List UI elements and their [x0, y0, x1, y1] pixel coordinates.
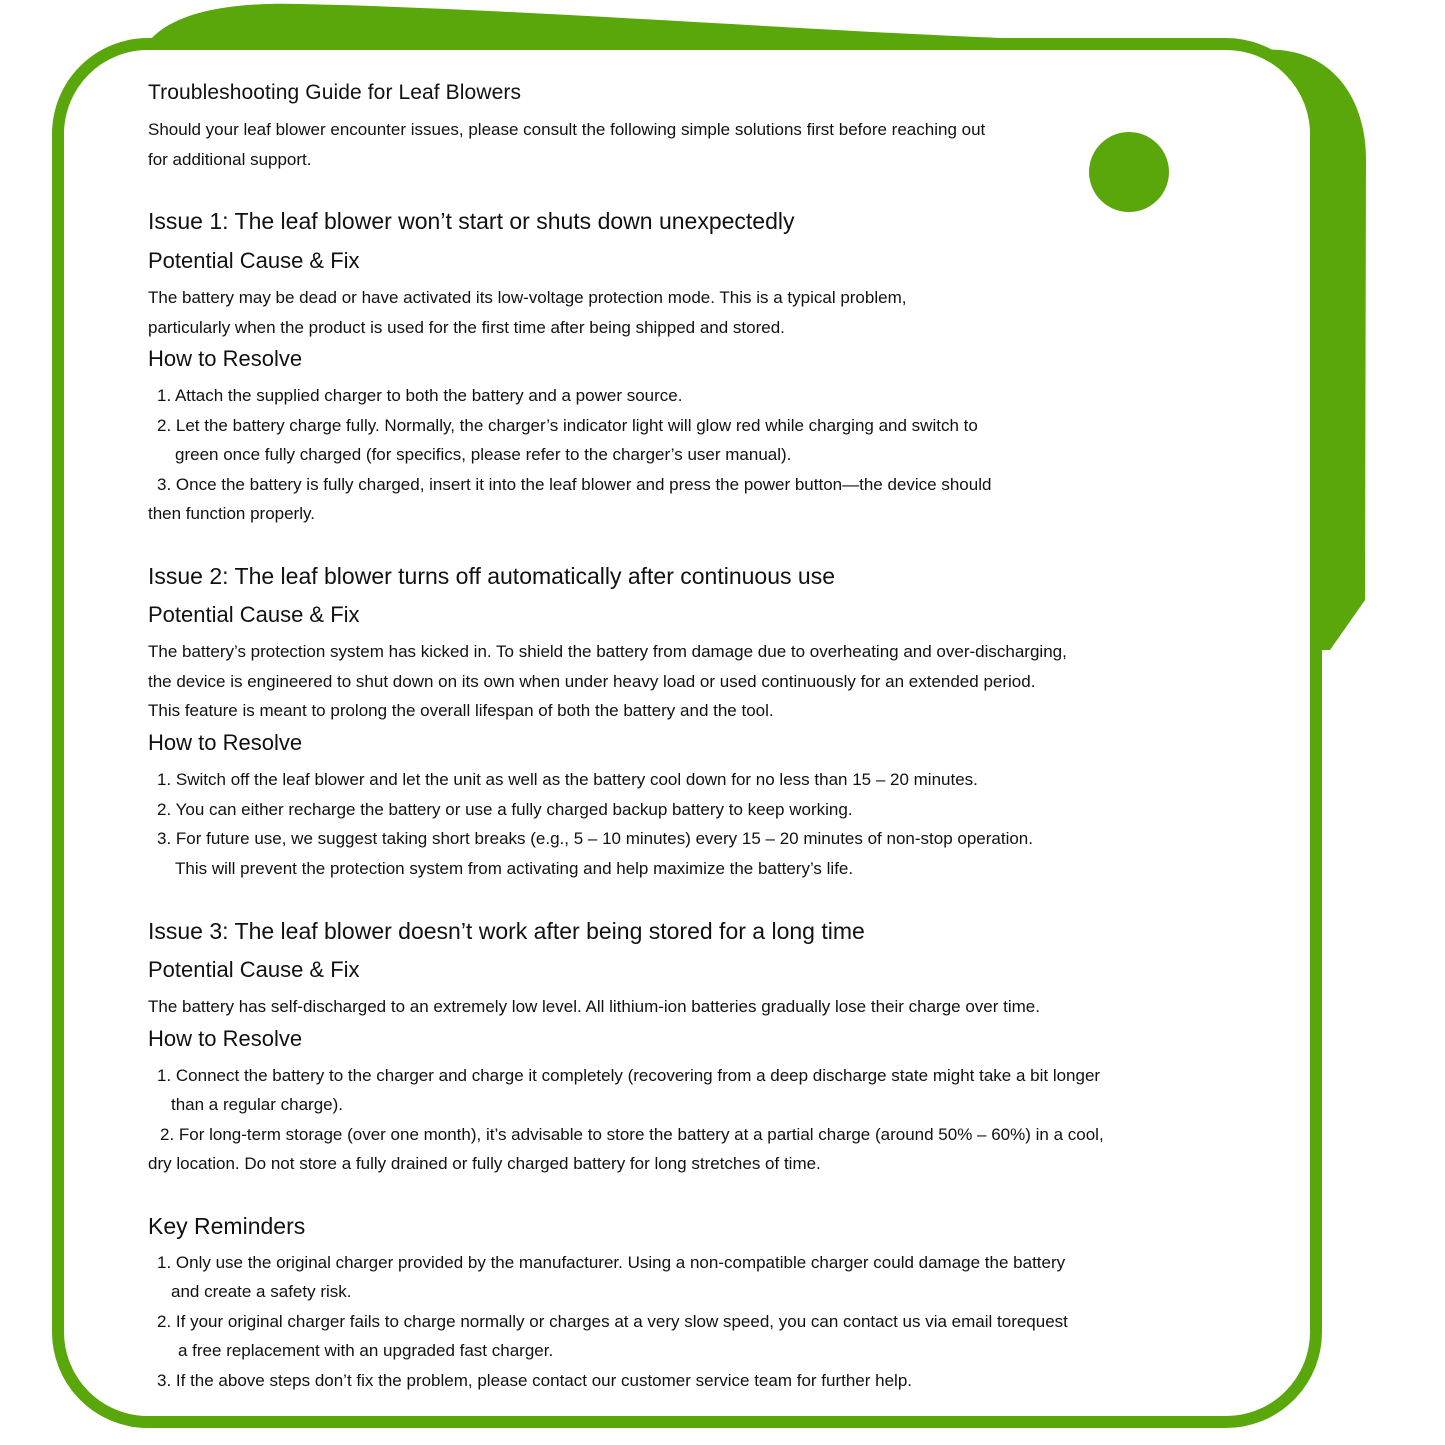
step-line: 2. You can either recharge the battery or use a fully charged backup battery to keep working. — [157, 800, 853, 819]
resolve-heading: How to Resolve — [148, 1026, 303, 1051]
step-line: than a regular charge). — [171, 1095, 343, 1114]
reminders-heading: Key Reminders — [148, 1213, 306, 1239]
cause-heading: Potential Cause & Fix — [148, 602, 360, 627]
step-line: then function properly. — [148, 504, 315, 523]
cause-heading: Potential Cause & Fix — [148, 248, 360, 273]
step-line: 2. For long-term storage (over one month), it’s advisable to store the battery at a partial charge (around 50% – 60%) in a cool, — [160, 1125, 1104, 1144]
cause-line: particularly when the product is used for the first time after being shipped and stored. — [148, 318, 785, 337]
step-line: green once fully charged (for specifics, please refer to the charger’s user manual). — [175, 445, 792, 464]
step-line: 3. Once the battery is fully charged, insert it into the leaf blower and press the power button—the device should — [157, 475, 992, 494]
intro-line: Should your leaf blower encounter issues, please consult the following simple solutions first before reaching out — [148, 120, 986, 139]
page-title: Troubleshooting Guide for Leaf Blowers — [148, 81, 522, 104]
step-line: This will prevent the protection system from activating and help maximize the battery’s life. — [175, 859, 854, 878]
step-line: 1. Attach the supplied charger to both the battery and a power source. — [157, 386, 683, 405]
cause-line: The battery’s protection system has kicked in. To shield the battery from damage due to overheating and over-discharging, — [148, 642, 1067, 661]
reminder-line: 1. Only use the original charger provided by the manufacturer. Using a non-compatible charger could damage the battery — [157, 1253, 1066, 1272]
step-line: dry location. Do not store a fully drained or fully charged battery for long stretches of time. — [148, 1154, 821, 1173]
step-line: 1. Connect the battery to the charger and charge it completely (recovering from a deep discharge state might take a bit longer — [157, 1066, 1101, 1085]
issue-heading: Issue 2: The leaf blower turns off automatically after continuous use — [148, 563, 835, 589]
step-line: 3. For future use, we suggest taking short breaks (e.g., 5 – 10 minutes) every 15 – 20 minutes of non-stop operation. — [157, 829, 1033, 848]
cause-heading: Potential Cause & Fix — [148, 957, 360, 982]
intro-line: for additional support. — [148, 150, 312, 169]
reminder-line: 3. If the above steps don’t fix the problem, please contact our customer service team for further help. — [157, 1371, 912, 1390]
issue-heading: Issue 1: The leaf blower won’t start or shuts down unexpectedly — [148, 208, 795, 234]
cause-line: The battery may be dead or have activated its low-voltage protection mode. This is a typical problem, — [148, 288, 907, 307]
step-line: 2. Let the battery charge fully. Normally, the charger’s indicator light will glow red while charging and switch to — [157, 416, 978, 435]
cause-line: the device is engineered to shut down on its own when under heavy load or used continuously for an extended period. — [148, 672, 1036, 691]
cause-line: The battery has self-discharged to an extremely low level. All lithium-ion batteries gradually lose their charge over time. — [148, 997, 1040, 1016]
reminder-line: a free replacement with an upgraded fast charger. — [178, 1341, 554, 1360]
issue-heading: Issue 3: The leaf blower doesn’t work after being stored for a long time — [148, 918, 865, 944]
resolve-heading: How to Resolve — [148, 346, 303, 371]
step-line: 1. Switch off the leaf blower and let the unit as well as the battery cool down for no less than 15 – 20 minutes. — [157, 770, 978, 789]
reminder-line: and create a safety risk. — [171, 1282, 352, 1301]
reminder-line: 2. If your original charger fails to charge normally or charges at a very slow speed, you can contact us via email torequest — [157, 1312, 1068, 1331]
resolve-heading: How to Resolve — [148, 730, 303, 755]
cause-line: This feature is meant to prolong the overall lifespan of both the battery and the tool. — [148, 701, 774, 720]
